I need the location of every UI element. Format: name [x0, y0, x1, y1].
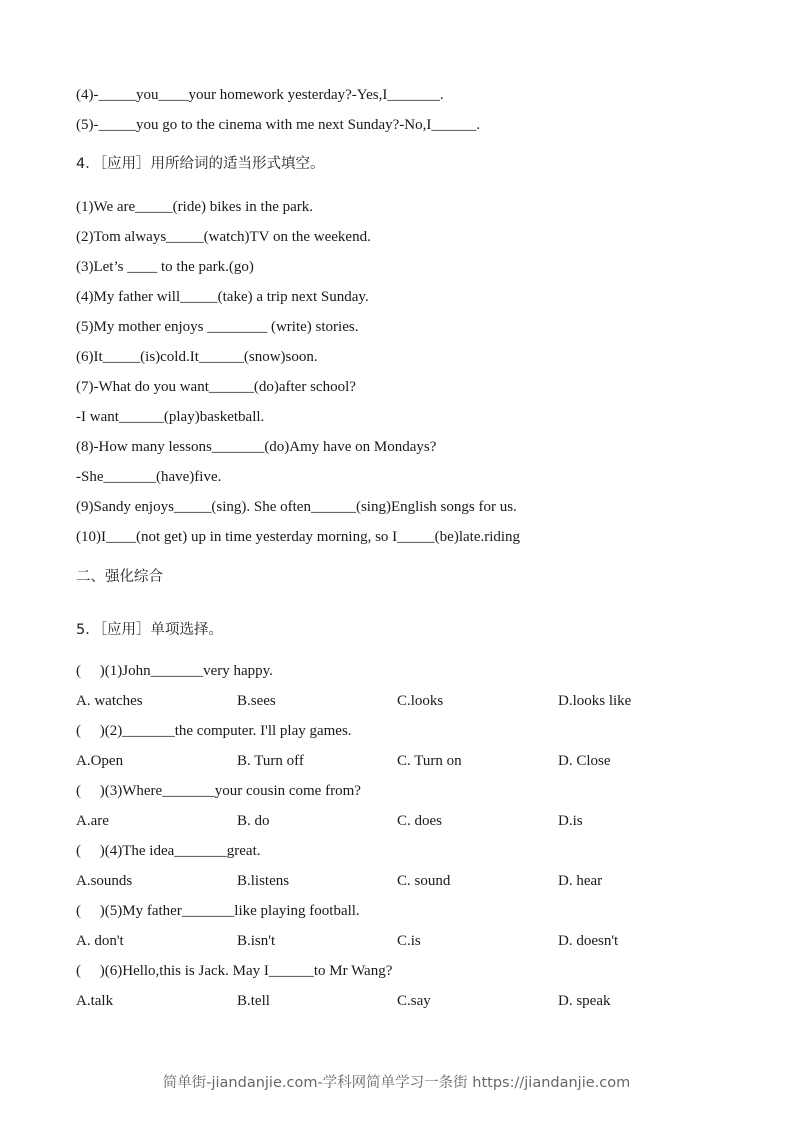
option-c: C.is: [397, 933, 421, 949]
option-b: B.tell: [237, 993, 270, 1009]
exercise-line: (4)-_____you____your homework yesterday?-Yes,I_______.: [76, 87, 444, 103]
exercise-line: (5)-_____you go to the cinema with me next Sunday?-No,I______.: [76, 117, 481, 133]
exercise-line: (10)I____(not get) up in time yesterday morning, so I_____(be)late.riding: [76, 529, 521, 545]
mc-question-stem: ( )(2)_______the computer. I'll play games.: [76, 723, 352, 739]
option-d: D. doesn't: [558, 933, 619, 949]
option-a: A. watches: [76, 693, 143, 709]
option-c: C.looks: [397, 693, 444, 709]
exercise-line: (2)Tom always_____(watch)TV on the weekend.: [76, 229, 371, 245]
page-footer: 简单街-jiandanjie.com-学科网简单学习一条街 https://jiandanjie.com: [162, 1075, 631, 1091]
exercise-line: -She_______(have)five.: [76, 469, 222, 485]
option-d: D.looks like: [558, 693, 632, 709]
option-d: D. hear: [558, 873, 603, 889]
mc-question-stem: ( )(3)Where_______your cousin come from?: [76, 783, 361, 799]
exercise-line: (9)Sandy enjoys_____(sing). She often______(sing)English songs for us.: [76, 499, 517, 515]
option-a: A.are: [76, 813, 109, 829]
mc-question-stem: ( )(1)John_______very happy.: [76, 663, 273, 679]
section-2-heading: 二、强化综合: [76, 569, 163, 585]
option-d: D. speak: [558, 993, 611, 1009]
question-5-heading: 5．［应用］单项选择。: [76, 622, 223, 638]
mc-question-stem: ( )(5)My father_______like playing football.: [76, 903, 360, 919]
exercise-line: -I want______(play)basketball.: [76, 409, 265, 425]
option-b: B. Turn off: [237, 753, 304, 769]
option-c: C. sound: [397, 873, 451, 889]
exercise-line: (7)-What do you want______(do)after school?: [76, 379, 356, 395]
mc-question-stem: ( )(4)The idea_______great.: [76, 843, 261, 859]
exercise-line: (5)My mother enjoys ________ (write) stories.: [76, 319, 359, 335]
option-b: B. do: [237, 813, 270, 829]
option-c: C.say: [397, 993, 431, 1009]
option-c: C. does: [397, 813, 442, 829]
exercise-line: (3)Let’s ____ to the park.(go): [76, 259, 254, 275]
exercise-line: (6)It_____(is)cold.It______(snow)soon.: [76, 349, 318, 365]
option-d: D.is: [558, 813, 583, 829]
exercise-line: (4)My father will_____(take) a trip next Sunday.: [76, 289, 369, 305]
option-a: A. don't: [76, 933, 124, 949]
option-a: A.Open: [76, 753, 124, 769]
mc-question-stem: ( )(6)Hello,this is Jack. May I______to Mr Wang?: [76, 963, 393, 979]
question-4-heading: 4．［应用］用所给词的适当形式填空。: [76, 156, 325, 172]
option-d: D. Close: [558, 753, 611, 769]
exercise-line: (1)We are_____(ride) bikes in the park.: [76, 199, 314, 215]
exercise-line: (8)-How many lessons_______(do)Amy have on Mondays?: [76, 439, 437, 455]
option-a: A.talk: [76, 993, 114, 1009]
option-b: B.sees: [237, 693, 276, 709]
option-b: B.listens: [237, 873, 290, 889]
option-b: B.isn't: [237, 933, 276, 949]
option-c: C. Turn on: [397, 753, 462, 769]
option-a: A.sounds: [76, 873, 133, 889]
